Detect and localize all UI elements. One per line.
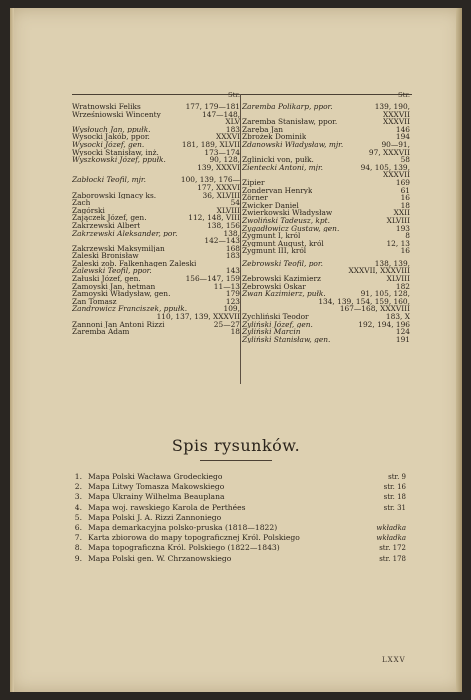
drawing-item	[70, 554, 406, 564]
drawing-number: 2.	[74, 482, 82, 492]
index-entry-name: Zamoyski Władysław, gen.	[72, 290, 171, 298]
index-entry	[72, 283, 240, 291]
index-entry-name: Zabłocki Teofil, mjr.	[72, 176, 146, 184]
drawing-title: Mapa topograficzna Król. Polskiego (1822—1843)	[88, 543, 280, 553]
index-column-right	[242, 92, 410, 343]
drawing-page-ref: wkładka	[376, 534, 406, 543]
drawings-title-rule	[200, 460, 272, 461]
index-entry-name: Wysłouch Jan, ppułk.	[72, 125, 151, 134]
drawing-item	[70, 472, 406, 482]
index-entry	[72, 260, 240, 268]
index-entry-name: Zandrowicz Franciszek, ppułk.	[72, 305, 188, 314]
drawing-number: 3.	[74, 492, 82, 502]
index-entry	[72, 222, 240, 230]
book-page	[10, 8, 462, 692]
index-entry	[242, 126, 410, 134]
index-entry-name: Zaleski Bronisław	[72, 252, 139, 260]
index-entry-pages: 134, 139, 154, 159, 160,	[318, 296, 410, 306]
index-entry	[242, 179, 410, 187]
index-entry-pages: 143	[225, 266, 240, 276]
index-entry-name: Zwicker Daniel	[242, 201, 299, 210]
drawing-item	[70, 513, 406, 523]
drawing-number: 5.	[74, 512, 82, 522]
index-entry-name: Zaremba Stanisław, ppor.	[242, 118, 338, 126]
index-entry-name: Zalewski Teofil, ppor.	[72, 267, 152, 276]
drawing-number: 6.	[74, 523, 82, 533]
index-entry-name: Załuski Józef, gen.	[72, 275, 141, 283]
index-entry-pages: XLVIII	[386, 274, 410, 284]
index-entry-name: Zach	[72, 199, 91, 207]
index-entry-pages: 168	[225, 243, 240, 253]
index-entry-name: Wysocki Stanisław, inż.	[72, 148, 159, 157]
index-entry-pages: 192, 194, 196	[358, 319, 410, 329]
index-entry-name: Wrześniowski Wincenty	[72, 110, 161, 119]
index-entry-pages: 191	[395, 334, 410, 344]
index-entry-pages: 146	[395, 124, 410, 134]
index-entry	[72, 245, 240, 253]
index-entry-pages: 25—27	[213, 319, 240, 329]
index-entry-pages: 183, X	[385, 312, 410, 322]
drawing-number: 9.	[74, 553, 82, 563]
index-entry	[72, 126, 240, 134]
index-entry	[72, 290, 240, 298]
index-entry-name: Zan Tomasz	[72, 297, 117, 306]
index-entry-name: Wyszkowski Józef, ppułk.	[72, 156, 166, 164]
index-entry-name: Zaremba Adam	[72, 328, 130, 336]
index-entry-pages: 100, 139, 176—	[180, 175, 240, 185]
index-entry-pages: 179	[225, 289, 240, 299]
index-entry-name: Zagórski	[72, 206, 105, 215]
index-entry-name: Zebrowski Oskar	[242, 282, 306, 291]
index-entry	[242, 171, 410, 179]
index-entry-pages: 97, XXXVII	[368, 147, 410, 157]
index-entry-name: Zannoni Jan Antoni Rizzi	[72, 320, 165, 329]
drawing-number: 7.	[74, 533, 82, 543]
column-heading-left: Str.	[227, 91, 240, 99]
index-entry-name: Zygmunt III, król	[242, 247, 307, 255]
drawings-list	[70, 472, 406, 564]
index-entry-name: Zaremba Polikarp, ppor.	[242, 103, 333, 111]
index-entry-pages: 169	[395, 177, 410, 187]
index-entry-name: Zyliński Józef, gen.	[242, 320, 313, 329]
drawing-item	[70, 543, 406, 553]
index-entry	[242, 321, 410, 329]
index-entry-name: Zajączek Józef, gen.	[72, 214, 147, 222]
drawing-title: Karta zbiorowa do mapy topograficznej Król. Polskiego	[88, 533, 300, 543]
index-entry-name: Zakrzewski Albert	[72, 221, 141, 230]
drawing-title: Mapa Litwy Tomasza Makowskiego	[88, 482, 225, 492]
drawing-page-ref: str. 18	[383, 493, 406, 502]
column-heading-right: Str.	[397, 91, 410, 99]
index-entry-pages: 58	[400, 155, 410, 165]
index-entry-name: Zygmunt August, król	[242, 239, 324, 248]
index-entry-pages: 183	[225, 251, 240, 261]
index-entry-pages: 181, 189, XLVII	[181, 139, 240, 149]
index-entry-pages: 139, 190,	[374, 102, 410, 111]
index-entry-name: Zbrożek Dominik	[242, 133, 307, 141]
index-entry-pages: 18	[400, 200, 410, 210]
index-entry-pages: 112, 148, VIII	[188, 213, 240, 223]
index-entry-name: Zdanowski Władysław, mjr.	[242, 140, 344, 149]
index-entry	[72, 199, 240, 207]
drawing-title: Mapa Polski J. A. Rizzi Zannoniego	[88, 512, 222, 522]
index-entry-name: Zientecki Antoni, mjr.	[242, 163, 324, 172]
index-entry-name: Zwoliński Tadeusz, kpt.	[242, 216, 330, 225]
index-entry-pages: XLVIII	[386, 215, 410, 225]
index-entry-pages: XLVIII	[216, 205, 240, 215]
index-entry-name: Zamoyski Jan, hetman	[72, 282, 156, 291]
drawing-item	[70, 482, 406, 492]
index-entry-pages: XXXVII, XXXVIII	[348, 266, 410, 276]
index-entry-name: Zygadłowicz Gustaw, gen.	[242, 224, 340, 233]
drawing-title: Mapa Polski Wacława Grodeckiego	[88, 472, 223, 481]
index-entry-name: Zaborowski Ignacy ks.	[72, 191, 157, 200]
index-entry-pages: 194	[395, 132, 410, 142]
index-entry-name: Zebrowski Teofil, por.	[242, 259, 323, 268]
page-right-edge	[456, 8, 462, 692]
index-entry-pages: 156—147, 159	[185, 274, 240, 284]
index-entry-name: Wratnowski Feliks	[72, 103, 141, 111]
index-entry	[242, 247, 410, 255]
index-entry-pages: 90, 128,	[209, 155, 240, 165]
drawing-page-ref	[362, 513, 406, 523]
index-entry-pages: 18	[230, 327, 240, 337]
index-entry-name: Zörner	[242, 194, 268, 202]
index-entry-pages: 54	[230, 198, 240, 208]
index-entry-pages: 138,	[223, 228, 240, 238]
index-entry-pages: 183	[225, 124, 240, 134]
index-entry	[242, 267, 410, 275]
drawing-item	[70, 523, 406, 533]
drawing-title: Mapa Ukrainy Wilhelma Beauplana	[88, 492, 225, 502]
index-entry-pages: 11—13	[213, 281, 240, 291]
drawing-item	[70, 492, 406, 502]
index-entry	[242, 202, 410, 210]
index-entry-pages: 193	[395, 223, 410, 233]
drawing-title: Mapa demarkacyjna polsko-pruska (1818—1822)	[88, 523, 278, 533]
index-entry	[72, 192, 240, 200]
column-separator	[240, 94, 241, 384]
page-number: LXXV	[382, 656, 406, 664]
drawing-page-ref: str. 31	[383, 503, 406, 512]
drawing-item	[70, 533, 406, 543]
index-entry	[242, 209, 410, 217]
index-entry-pages: XXXVI	[215, 132, 240, 142]
index-entry-name: Zakrzewski Maksymiljan	[72, 244, 165, 253]
index-entry-pages: XXXVII	[383, 109, 410, 119]
index-entry-pages: 173—174	[204, 147, 240, 157]
index-entry-name: Zipier	[242, 178, 265, 187]
index-entry	[72, 237, 240, 245]
index-entry-pages: 91, 105, 128,	[360, 289, 410, 299]
index-entry	[242, 232, 410, 240]
index-entry-pages: 177, 179—181	[185, 102, 240, 111]
index-entry-name: Zaręba Jan	[242, 125, 284, 134]
drawing-page-ref: str. 178	[379, 554, 406, 563]
drawing-page-ref: str. 16	[383, 483, 406, 492]
index-entry-pages: XXXVII	[383, 170, 410, 180]
drawing-page-ref: str. 172	[379, 544, 406, 553]
index-entry-name: Zygmunt I, król	[242, 232, 301, 240]
index-entry	[242, 149, 410, 157]
index-entry-pages: 142—143	[204, 236, 240, 246]
index-entry-name: Zyliński Stanisław, gen.	[242, 335, 331, 344]
index-entry	[72, 111, 240, 119]
index-entry	[72, 252, 240, 260]
drawings-list-title: Spis rysunków.	[171, 436, 301, 455]
index-entry-name: Zglinicki von, pułk.	[242, 156, 314, 164]
index-entry-pages: 36, XLVIII	[202, 190, 240, 200]
index-entry-pages: 182	[395, 281, 410, 291]
index-entry	[242, 225, 410, 233]
index-entry-name: Zondervan Henryk	[242, 186, 313, 195]
drawing-item	[70, 503, 406, 513]
index-entry-name: Wysocki Jakób, ppor.	[72, 133, 150, 141]
index-entry-name: Zaleski zob. Falkenhagen Zaleski	[72, 259, 197, 268]
index-entry	[242, 336, 410, 344]
index-entry-name: Zychliński Teodor	[242, 313, 309, 321]
index-entry	[72, 164, 240, 172]
index-entry-pages: 94, 105, 139,	[360, 162, 410, 172]
index-entry-pages: 8	[405, 231, 410, 241]
index-entry-pages: 109,	[223, 304, 240, 314]
index-entry	[242, 194, 410, 202]
index-entry	[242, 217, 410, 225]
index-entry-pages: 124	[395, 327, 410, 337]
drawing-page-ref: wkładka	[376, 524, 406, 533]
drawing-page-ref: str. 9	[388, 473, 406, 481]
drawing-number: 4.	[74, 502, 82, 512]
index-entry-pages: 61	[400, 185, 410, 195]
index-entry-pages: 139, XXXVI	[197, 162, 240, 172]
index-entry-pages: 16	[400, 246, 410, 256]
index-entry-pages: 16	[400, 193, 410, 203]
index-entry	[242, 275, 410, 283]
index-entry-pages: 90—91,	[381, 139, 410, 149]
index-entry-pages: 12, 13	[386, 238, 410, 248]
index-entry-pages: XLV	[225, 117, 240, 127]
index-entry-pages: XXII	[393, 208, 410, 218]
index-entry	[72, 298, 240, 306]
index-entry	[242, 328, 410, 336]
index-entry	[242, 187, 410, 195]
index-entry-name: Zyliński Marcin	[242, 328, 301, 336]
index-entry-pages: XXXVII	[383, 117, 410, 127]
index-entry-name: Wysocki Józef, gen.	[72, 140, 145, 149]
index-entry-pages: 123	[225, 296, 240, 306]
drawing-title: Mapa Polski gen. W. Chrzanowskiego	[88, 553, 232, 563]
index-column-left	[72, 92, 240, 336]
index-entry	[242, 240, 410, 248]
index-entry	[242, 305, 410, 313]
drawing-number: 1.	[74, 472, 82, 481]
index-entry-pages: 147—148,	[202, 109, 240, 119]
index-entry-pages: 167—168, XXXVIII	[339, 304, 410, 314]
index-entry-pages: 110, 137, 139, XXXVII	[156, 312, 240, 322]
index-entry	[72, 321, 240, 329]
index-entry-pages: 138, 139,	[374, 258, 410, 268]
index-entry	[72, 118, 240, 126]
index-entry-name: Zebrowski Kazimierz	[242, 275, 321, 283]
index-entry-name: Zwierkowski Władysław	[242, 209, 333, 217]
drawing-title: Mapa woj. rawskiego Karola de Perthées	[88, 502, 246, 512]
page-left-edge	[10, 8, 14, 692]
index-entry	[242, 118, 410, 126]
index-entry-name: Zakrzewski Aleksander, por.	[72, 229, 178, 238]
index-entry-pages: 138, 156	[207, 220, 240, 230]
index-entry	[72, 328, 240, 336]
index-entry-name: Zwan Kazimierz, pułk.	[242, 290, 326, 298]
drawing-number: 8.	[74, 543, 82, 553]
index-entry-pages: 177, XXXVI	[197, 182, 240, 192]
